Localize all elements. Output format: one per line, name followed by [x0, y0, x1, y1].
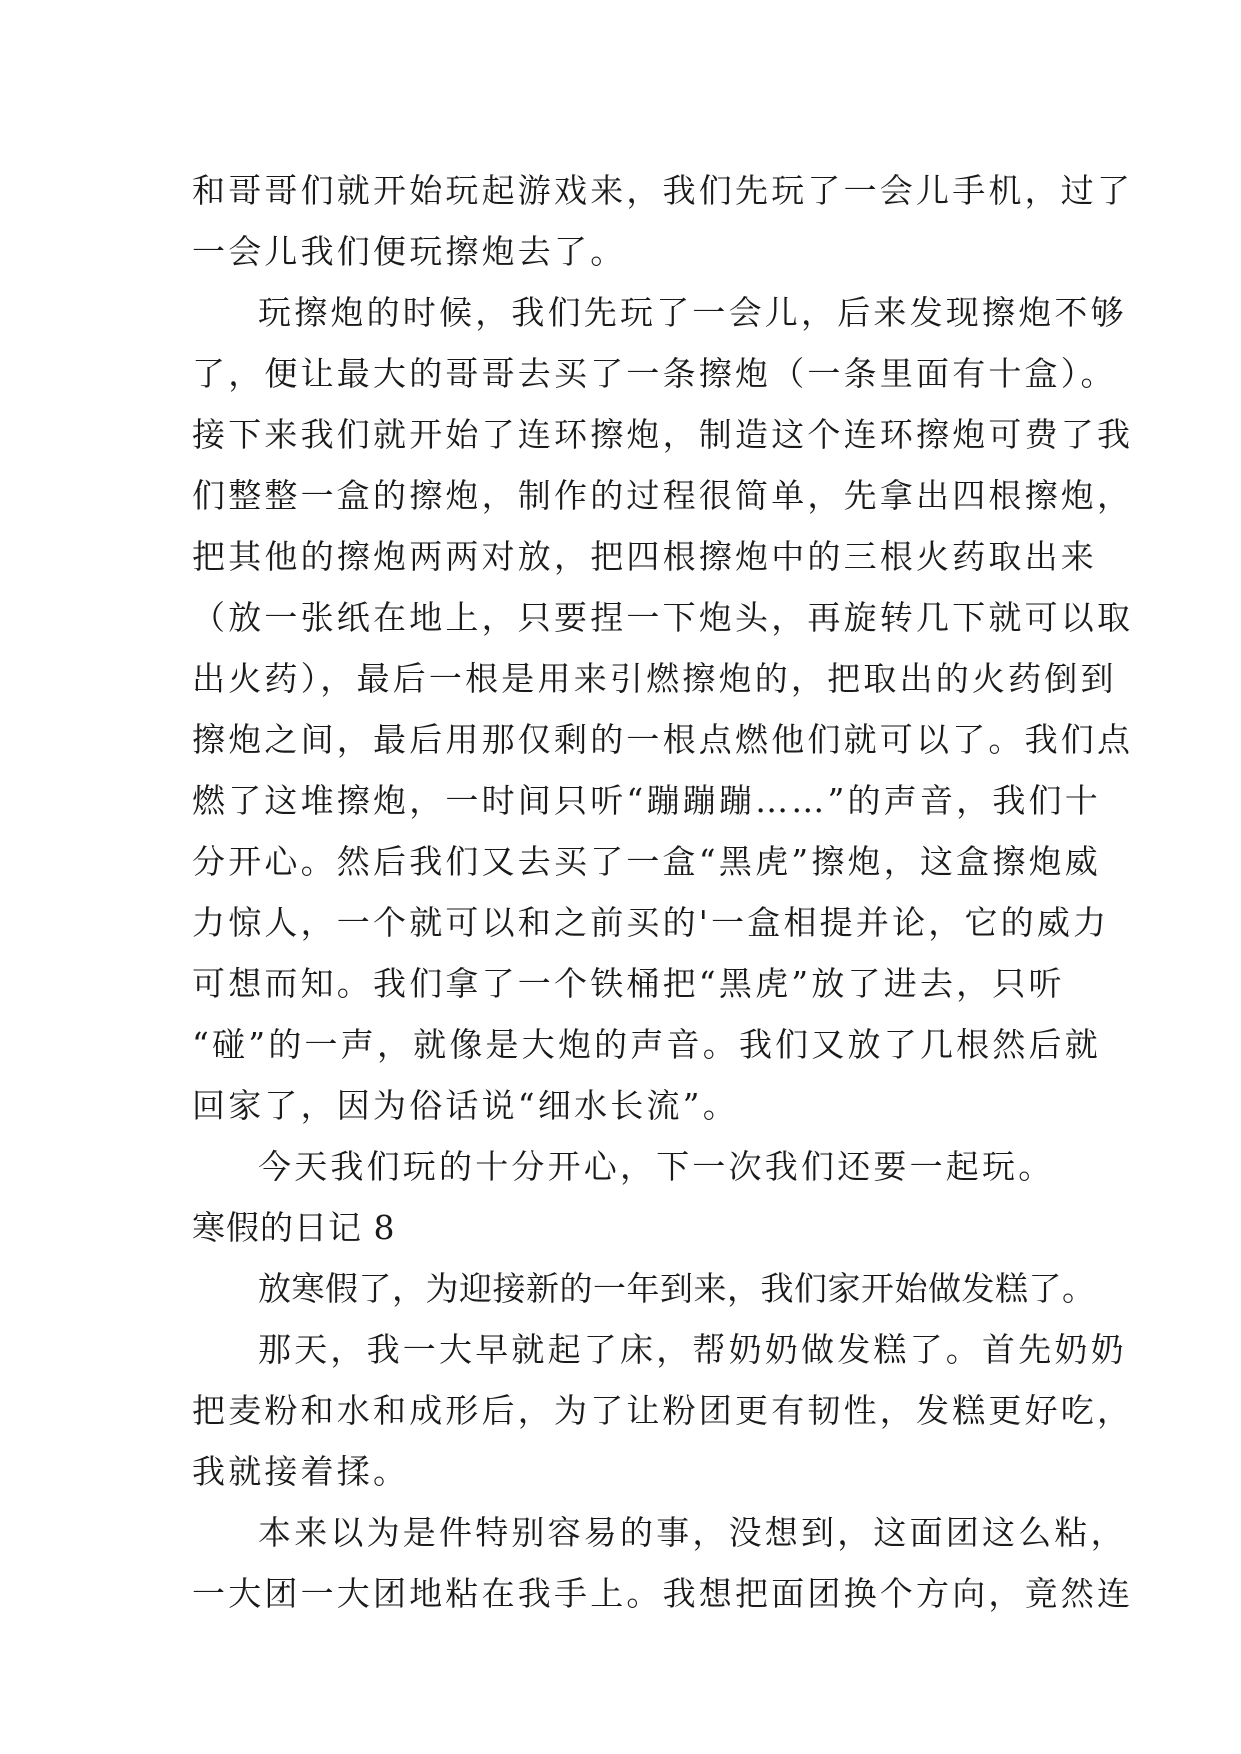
section-heading: 寒假的日记 8 — [192, 1208, 396, 1247]
text-line: 了，便让最大的哥哥去买了一条擦炮（一条里面有十盒）。 — [192, 354, 1117, 393]
text-line: 接下来我们就开始了连环擦炮，制造这个连环擦炮可费了我 — [192, 415, 1134, 454]
text-line: 把其他的擦炮两两对放，把四根擦炮中的三根火药取出来 — [192, 537, 1097, 576]
paragraph-first-line: 放寒假了，为迎接新的一年到来，我们家开始做发糕了。 — [258, 1269, 1096, 1308]
text-line: 擦炮之间，最后用那仅剩的一根点燃他们就可以了。我们点 — [192, 720, 1134, 759]
text-line: 一会儿我们便玩擦炮去了。 — [192, 232, 627, 271]
paragraph-first-line: 玩擦炮的时候，我们先玩了一会儿，后来发现擦炮不够 — [258, 293, 1127, 332]
paragraph-first-line: 本来以为是件特别容易的事，没想到，这面团这么粘， — [258, 1513, 1127, 1552]
text-line: 一大团一大团地粘在我手上。我想把面团换个方向，竟然连 — [192, 1574, 1134, 1613]
text-line: 力惊人，一个就可以和之前买的'一盒相提并论，它的威力 — [192, 903, 1110, 942]
text-line: 分开心。然后我们又去买了一盒“黑虎”擦炮，这盒擦炮威 — [192, 842, 1101, 881]
text-line: 回家了，因为俗话说“细水长流”。 — [192, 1086, 739, 1125]
text-line: 们整整一盒的擦炮，制作的过程很简单，先拿出四根擦炮， — [192, 476, 1134, 515]
text-line: 可想而知。我们拿了一个铁桶把“黑虎”放了进去，只听 — [192, 964, 1065, 1003]
text-line: 燃了这堆擦炮，一时间只听“蹦蹦蹦……”的声音，我们十 — [192, 781, 1101, 820]
text-line: （放一张纸在地上，只要捏一下炮头，再旋转几下就可以取 — [192, 598, 1134, 637]
paragraph-first-line: 今天我们玩的十分开心，下一次我们还要一起玩。 — [258, 1147, 1055, 1186]
text-line: “碰”的一声，就像是大炮的声音。我们又放了几根然后就 — [192, 1025, 1101, 1064]
paragraph-first-line: 那天，我一大早就起了床，帮奶奶做发糕了。首先奶奶 — [258, 1330, 1127, 1369]
text-line: 我就接着揉。 — [192, 1452, 410, 1491]
text-line: 和哥哥们就开始玩起游戏来，我们先玩了一会儿手机，过了 — [192, 171, 1134, 210]
text-line: 把麦粉和水和成形后，为了让粉团更有韧性，发糕更好吃， — [192, 1391, 1134, 1430]
document-body — [192, 160, 1134, 1624]
text-line: 出火药），最后一根是用来引燃擦炮的，把取出的火药倒到 — [192, 659, 1117, 698]
